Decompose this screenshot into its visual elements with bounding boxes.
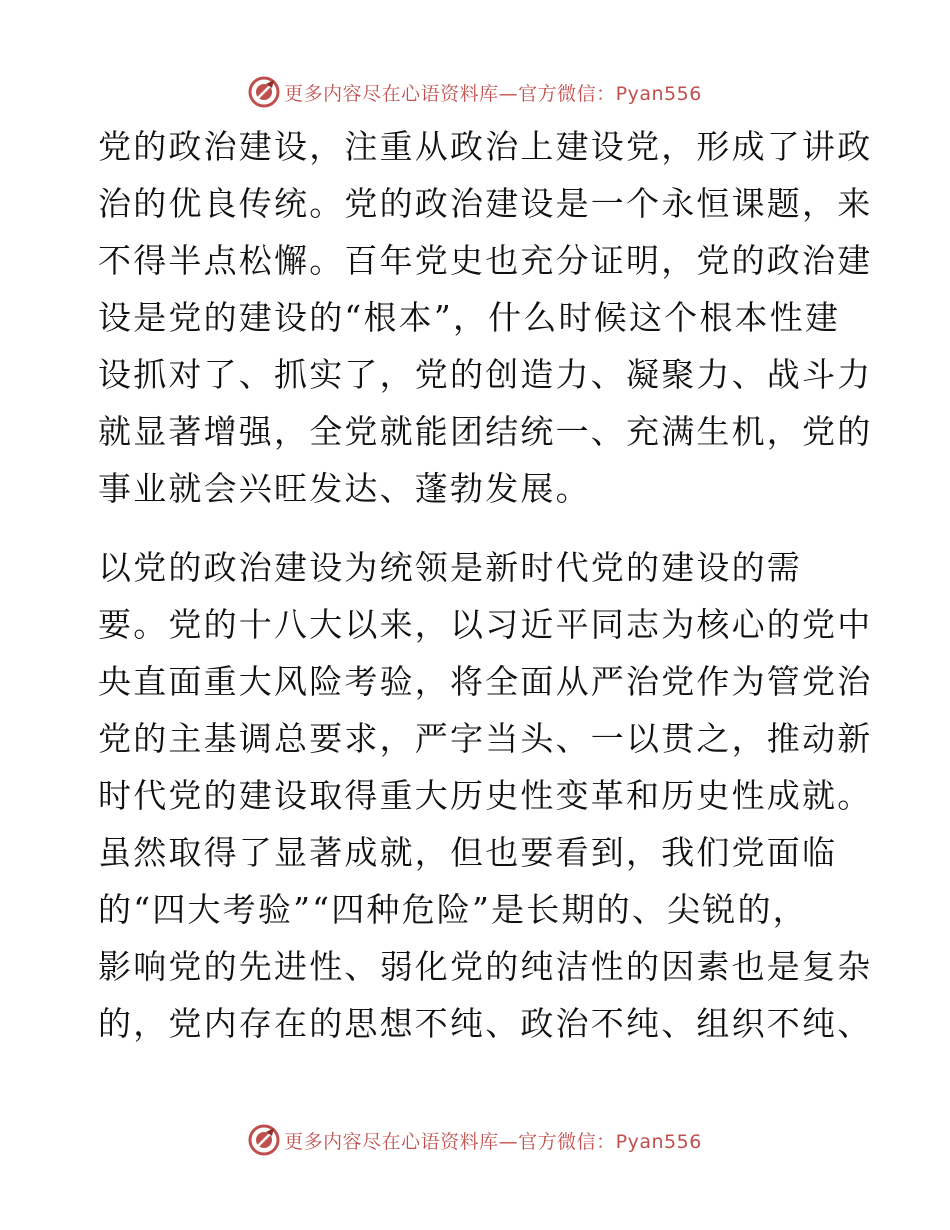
text-line: 的“四大考验”“四种危险”是长期的、尖锐的， xyxy=(98,890,808,929)
seal-logo-icon xyxy=(248,1124,280,1156)
text-line: 时代党的建设取得重大历史性变革和历史性成就。 xyxy=(98,776,873,815)
text-line: 设是党的建设的“根本”，什么时候这个根本性建 xyxy=(98,298,841,337)
footer-banner-text: 更多内容尽在心语资料库—官方微信：Pyan556 xyxy=(284,1130,702,1153)
text-line: 央直面重大风险考验，将全面从严治党作为管党治 xyxy=(98,662,873,701)
text-line: 虽然取得了显著成就，但也要看到，我们党面临 xyxy=(98,833,838,872)
text-line: 党的政治建设，注重从政治上建设党，形成了讲政 xyxy=(98,127,873,166)
text-line: 以党的政治建设为统领是新时代党的建设的需 xyxy=(98,548,802,587)
text-line: 就显著增强，全党就能团结统一、充满生机，党的 xyxy=(98,412,873,451)
text-line: 影响党的先进性、弱化党的纯洁性的因素也是复杂 xyxy=(98,947,873,986)
text-line: 的，党内存在的思想不纯、政治不纯、组织不纯、 xyxy=(98,1004,873,1043)
header-banner xyxy=(0,72,950,112)
seal-logo-icon xyxy=(248,76,280,108)
text-line: 设抓对了、抓实了，党的创造力、凝聚力、战斗力 xyxy=(98,355,873,394)
text-line: 事业就会兴旺发达、蓬勃发展。 xyxy=(98,469,591,508)
text-line: 要。党的十八大以来，以习近平同志为核心的党中 xyxy=(98,605,873,644)
text-line: 不得半点松懈。百年党史也充分证明，党的政治建 xyxy=(98,241,873,280)
footer-banner xyxy=(0,1120,950,1160)
header-banner-text: 更多内容尽在心语资料库—官方微信：Pyan556 xyxy=(284,82,702,105)
text-line: 党的主基调总要求，严字当头、一以贯之，推动新 xyxy=(98,719,873,758)
paragraph-1 xyxy=(98,118,873,517)
text-line: 治的优良传统。党的政治建设是一个永恒课题，来 xyxy=(98,184,873,223)
document-body xyxy=(98,118,873,1052)
paragraph-2 xyxy=(98,539,873,1052)
